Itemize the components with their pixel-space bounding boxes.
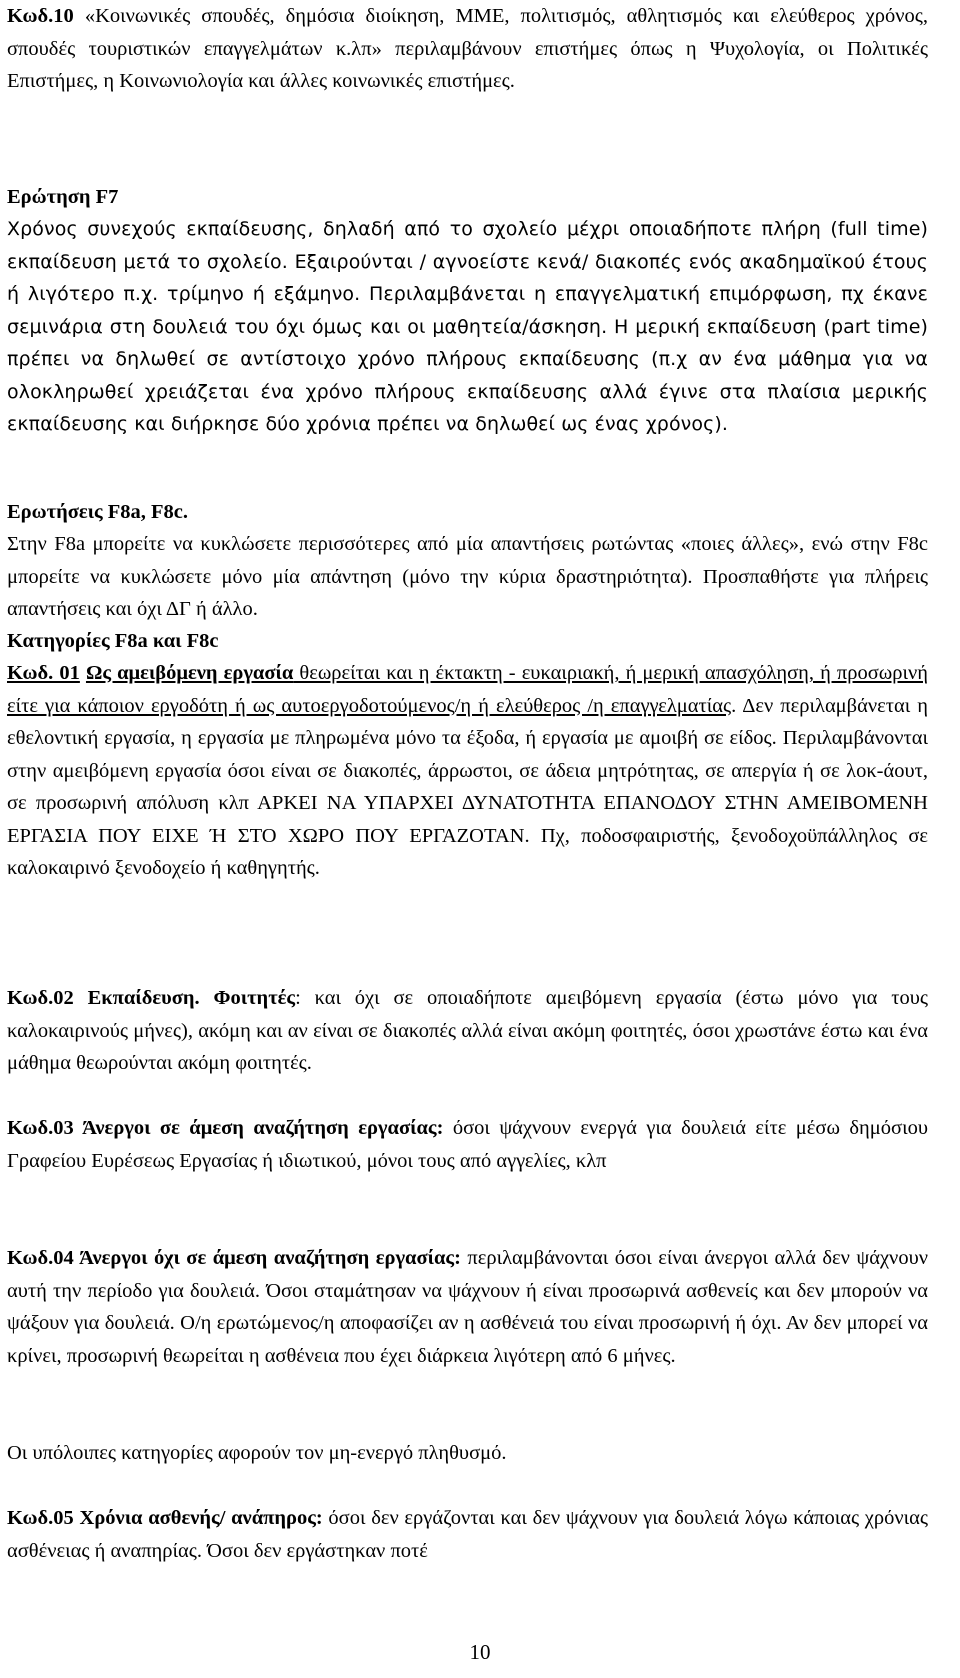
kod02-paragraph [7, 982, 928, 1080]
kod01-paragraph [7, 657, 928, 885]
kod02-label: Κωδ.02 Εκπαίδευση. [7, 987, 200, 1009]
f8-paragraph: Στην F8a μπορείτε να κυκλώσετε περισσότερες από μία απαντήσεις ρωτώντας «ποιες άλλες», ενώ στην F8c μπορείτε να κυκλώσετε μόνο μία απάντηση (μόνο την κύρια δραστηριότητα). Προσπαθήστε για πλήρεις απαντήσεις και όχι ΔΓ ή άλλο. [7, 533, 928, 620]
kod03-text: όσοι ψάχνουν ενεργά για δουλειά είτε μέσω δημόσιου Γραφείου Ευρέσεως Εργασίας ή ιδιωτικού, μόνοι τους από αγγελίες, κλπ [7, 1117, 928, 1172]
kod02-sub-label: Φοιτητές [213, 987, 296, 1009]
non-active-note: Οι υπόλοιπες κατηγορίες αφορούν τον μη-ενεργό πληθυσμό. [7, 1442, 507, 1464]
kod01-text: . Δεν περιλαμβάνεται η εθελοντική εργασία, η εργασία με πληρωμένα μόνο τα έξοδα, ή εργασία με αμοιβή σε είδος. Περιλαμβάνονται στην αμειβόμενη εργασία όσοι είναι σε διακοπές, άρρωστοι, σε άδεια μητρότητας, σε απεργία ή σε λοκ-άουτ, σε προσωρινή απόλυση κλπ ΑΡΚΕΙ ΝΑ ΥΠΑΡΧΕΙ ΔΥΝΑΤΟΤΗΤΑ ΕΠΑΝΟΔΟΥ ΣΤΗΝ ΑΜΕΙΒΟΜΕΝΗ ΕΡΓΑΣΙΑ ΠΟΥ ΕΙΧΕ Ή ΣΤΟ ΧΩΡΟ ΠΟΥ ΕΡΓΑΖΟΤΑΝ. Πχ, ποδοσφαιριστής, ξενοδοχοϋπάλληλος σε καλοκαιρινό ξενοδοχείο ή καθηγητής. [7, 694, 928, 879]
f7-heading: Ερώτηση F7 [7, 186, 119, 208]
kod04-text: περιλαμβάνονται όσοι είναι άνεργοι αλλά δεν ψάχνουν αυτή την περίοδο για δουλειά. Όσοι σταμάτησαν να ψάχνουν ή είναι προσωρινά ασθενείς και δεν μπορούν να ψάξουν για δουλειά. Ο/η ερωτώμενος/η αποφασίζει αν η ασθένειά του είναι προσωρινή ή όχι. Αν δεν μπορεί να κρίνει, προσωρινή θεωρείται η ασθένεια που έχει διάρκεια λιγότερη από 6 μήνες. [7, 1247, 928, 1367]
categories-heading: Κατηγορίες F8a και F8c [7, 630, 219, 652]
kod05-paragraph [7, 1502, 928, 1567]
kod01-underlined-text: θεωρείται και η έκτακτη - ευκαιριακή, ή μερική απασχόληση, ή προσωρινή είτε για κάποιον εργοδότη ή ως αυτοεργοδοτούμενος/η ή ελεύθερος /η επαγγελματίας [7, 662, 929, 717]
kod04-paragraph [7, 1242, 928, 1372]
kod02-text: : και όχι σε οποιαδήποτε αμειβόμενη εργασία (έστω μόνο για τους καλοκαιρινούς μήνες), ακόμη και αν είναι σε διακοπές αλλά είναι ακόμη φοιτητές, όσοι χρωστάνε έστω και ένα μάθημα θεωρούνται ακόμη φοιτητές. [7, 987, 928, 1074]
kod05-label: Κωδ.05 Χρόνια ασθενής/ ανάπηρος: [7, 1507, 323, 1529]
f8-heading: Ερωτήσεις F8a, F8c. [7, 501, 189, 523]
intro-code-label: Κωδ.10 [7, 5, 74, 27]
kod05-text: όσοι δεν εργάζονται και δεν ψάχνουν για δουλειά λόγω κάποιας χρόνιας ασθένειας ή αναπηρίας. Όσοι δεν εργάστηκαν ποτέ [7, 1507, 929, 1562]
f7-paragraph: Χρόνος συνεχούς εκπαίδευσης, δηλαδή από το σχολείο μέχρι οποιαδήποτε πλήρη (full time) εκπαίδευση μετά το σχολείο. Εξαιρούνται / αγνοείστε κενά/ διακοπές ενός ακαδημαϊκού έτους ή λιγότερο π.χ. τρίμηνο ή εξάμηνο. Περιλαμβάνεται η επαγγελματική επιμόρφωση, πχ έκανε σεμινάρια στη δουλειά του όχι όμως και οι μαθητεία/άσκηση. Η μερική εκπαίδευση (part time) πρέπει να δηλωθεί σε αντίστοιχο χρόνο πλήρους εκπαίδευσης (π.χ αν ένα μάθημα για να ολοκληρωθεί χρειάζεται ένα χρόνο πλήρους εκπαίδευσης αλλά έγινε στα πλαίσια μερικής εκπαίδευσης και διήρκησε δύο χρόνια πρέπει να δηλωθεί ως ένας χρόνος). [7, 218, 928, 435]
intro-paragraph [7, 0, 928, 98]
kod01-title: Ως αμειβόμενη εργασία [85, 662, 294, 684]
kod03-paragraph [7, 1112, 928, 1177]
intro-text: «Κοινωνικές σπουδές, δημόσια διοίκηση, ΜΜΕ, πολιτισμός, αθλητισμός και ελεύθερος χρόνος, σπουδές τουριστικών επαγγελμάτων κ.λπ» περιλαμβάνουν επιστήμες όπως η Ψυχολογία, οι Πολιτικές Επιστήμες, η Κοινωνιολογία και άλλες κοινωνικές επιστήμες. [7, 5, 928, 92]
kod03-label: Κωδ.03 Άνεργοι σε άμεση αναζήτηση εργασίας: [7, 1117, 444, 1139]
kod04-label: Κωδ.04 Άνεργοι όχι σε άμεση αναζήτηση εργασίας: [7, 1247, 461, 1269]
kod01-label: Κωδ. 01 [7, 662, 80, 684]
page-number: 10 [469, 1640, 491, 1664]
